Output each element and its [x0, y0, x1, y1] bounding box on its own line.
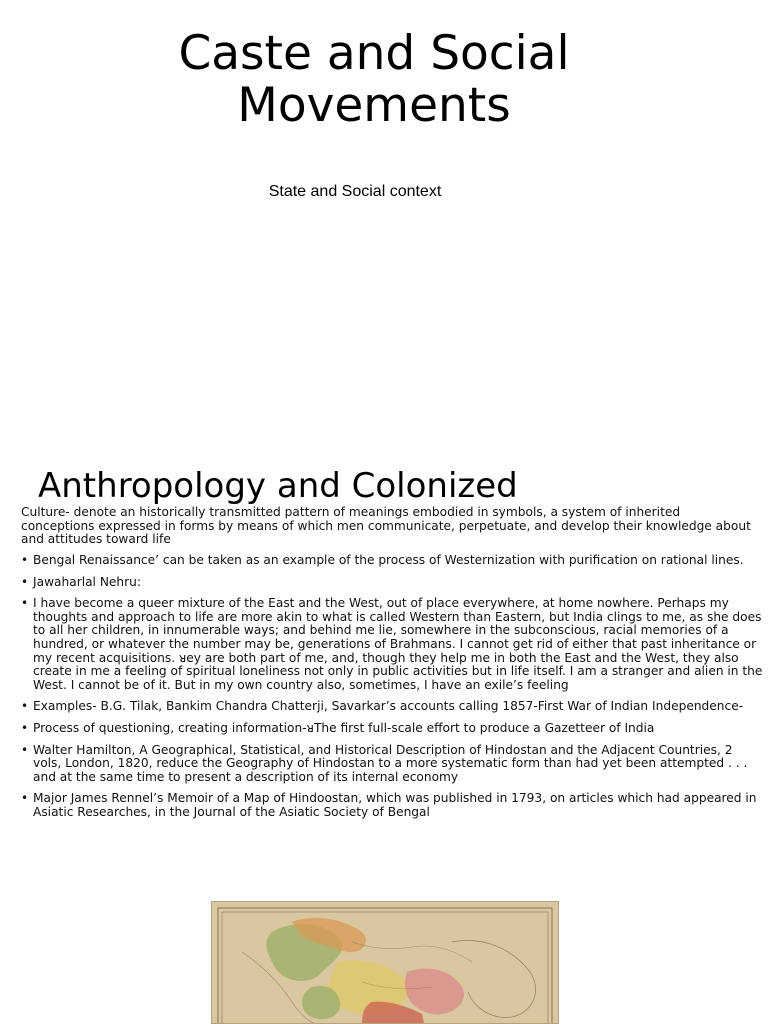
bullet-item: [21, 554, 763, 568]
bullet-item: [21, 792, 763, 819]
slide-title: Caste and Social Movements: [178, 26, 570, 133]
map-illustration: [212, 902, 558, 1023]
section-title: Anthropology and Colonized: [38, 466, 518, 506]
bullet-item: [21, 700, 763, 714]
bullet-marker: •: [21, 596, 29, 611]
bullet-item: [21, 744, 763, 785]
bullet-item: [21, 722, 763, 736]
slide-subtitle: State and Social context: [268, 183, 442, 200]
bullet-text: Examples- B.G. Tilak, Bankim Chandra Chatterji, Savarkar’s accounts calling 1857-First War of Indian Independence-: [33, 699, 744, 714]
bullet-text: Jawaharlal Nehru:: [33, 574, 141, 589]
culture-definition: Culture- denote an historically transmitted pattern of meanings embodied in symbols, a system of inherited conceptions expressed in forms by means of which men communicate, perpetuate, and develop their knowledge about and attitudes toward life: [21, 505, 751, 547]
bullet-marker: •: [21, 699, 29, 714]
historic-map-image: [211, 901, 559, 1024]
bullet-marker: •: [21, 574, 29, 589]
bullet-item: [21, 597, 763, 692]
bullet-marker: •: [21, 742, 29, 757]
bullet-marker: •: [21, 720, 29, 735]
bullet-list: [21, 554, 763, 828]
bullet-text: I have become a queer mixture of the East and the West, out of place everywhere, at home nowhere. Perhaps my thoughts and approach to life are more akin to what is called Western than Eastern, but India clings to me, as she does to all her children, in innumerable ways; and behind me lie, somewhere in the subconscious, racial memories of a hundred, or whatever the number may be, generations of Brahmans. I cannot get rid of either that past inheritance or my recent acquisitions. ᴚey are both part of me, and, though they help me in both the East and the West, they also create in me a feeling of spiritual loneliness not only in public activities but in life itself. I am a stranger and alien in the West. I cannot be of it. But in my own country also, sometimes, I have an exile’s feeling: [33, 596, 763, 692]
bullet-item: [21, 576, 763, 590]
bullet-text: Walter Hamilton, A Geographical, Statistical, and Historical Description of Hindostan and the Adjacent Countries, 2 vols, London, 1820, reduce the Geography of Hindostan to a more systematic form than had yet been attempted . . . and at the same time to present a description of its internal economy: [33, 742, 748, 784]
bullet-text: Bengal Renaissance’ can be taken as an example of the process of Westernization with purification on rational lines.: [33, 553, 744, 567]
bullet-text: Major James Rennel’s Memoir of a Map of Hindoostan, which was published in 1793, on articles which had appeared in Asiatic Researches, in the Journal of the Asiatic Society of Bengal: [33, 791, 757, 819]
bullet-marker: •: [21, 553, 29, 567]
bullet-text: Process of questioning, creating information-ᴚThe first full-scale effort to produce a Gazetteer of India: [33, 720, 655, 735]
bullet-marker: •: [21, 791, 29, 806]
